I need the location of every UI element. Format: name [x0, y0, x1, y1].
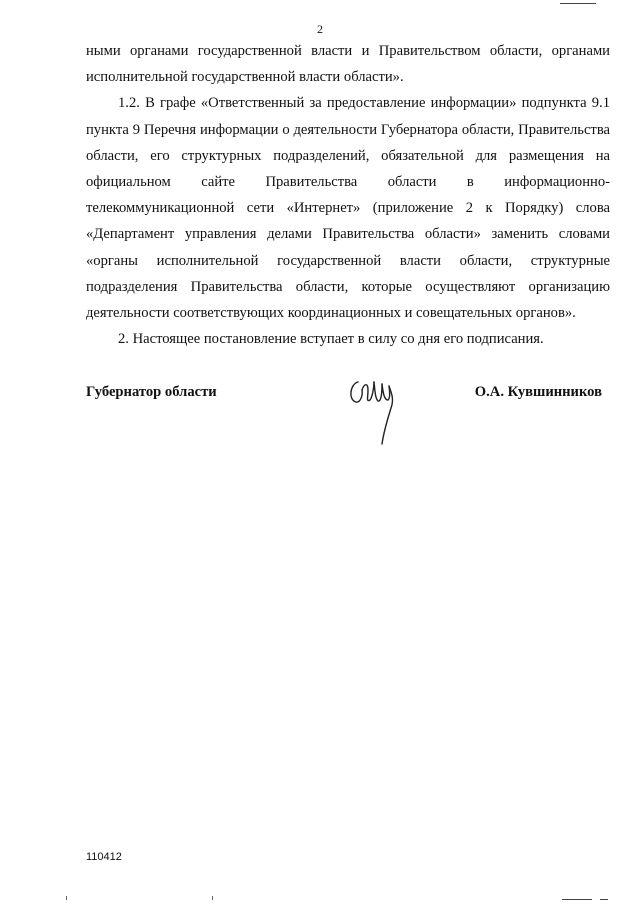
paragraph-2: 2. Настоящее постановление вступает в силу со дня его подписания. — [118, 331, 544, 348]
page-number: 2 — [317, 22, 323, 36]
signer-name: О.А. Кувшинников — [474, 384, 602, 400]
paragraph-continuation: ными органами государственной власти и Правительством области, органами исполнительной государственной власти области». — [86, 43, 610, 86]
signature-block — [86, 374, 610, 454]
scan-artifact-dot — [212, 896, 213, 900]
handwritten-signature — [344, 374, 404, 449]
document-body — [86, 38, 610, 352]
paragraph-1-2: 1.2. В графе «Ответственный за предоставление информации» подпункта 9.1 пункта 9 Перечня информации о деятельности Губернатора области, Правительства области, его структурных подразделений, обязательной для размещения на официальном сайте Правительства области в информационно-телекоммуникационной сети «Интернет» (приложение 2 к Порядку) слова «Департамент управления делами Правительства области» заменить словами «органы исполнительной государственной власти области, структурные подразделения Правительства области, которые осуществляют организацию деятельности соответствующих координационных и совещательных органов». — [86, 95, 610, 322]
document-code: 110412 — [86, 851, 122, 863]
scan-artifact-line — [560, 3, 596, 4]
scan-artifact-dot — [66, 896, 67, 900]
signer-title: Губернатор области — [86, 384, 217, 400]
scan-artifact-line — [562, 899, 592, 900]
scan-artifact-line — [600, 899, 608, 900]
